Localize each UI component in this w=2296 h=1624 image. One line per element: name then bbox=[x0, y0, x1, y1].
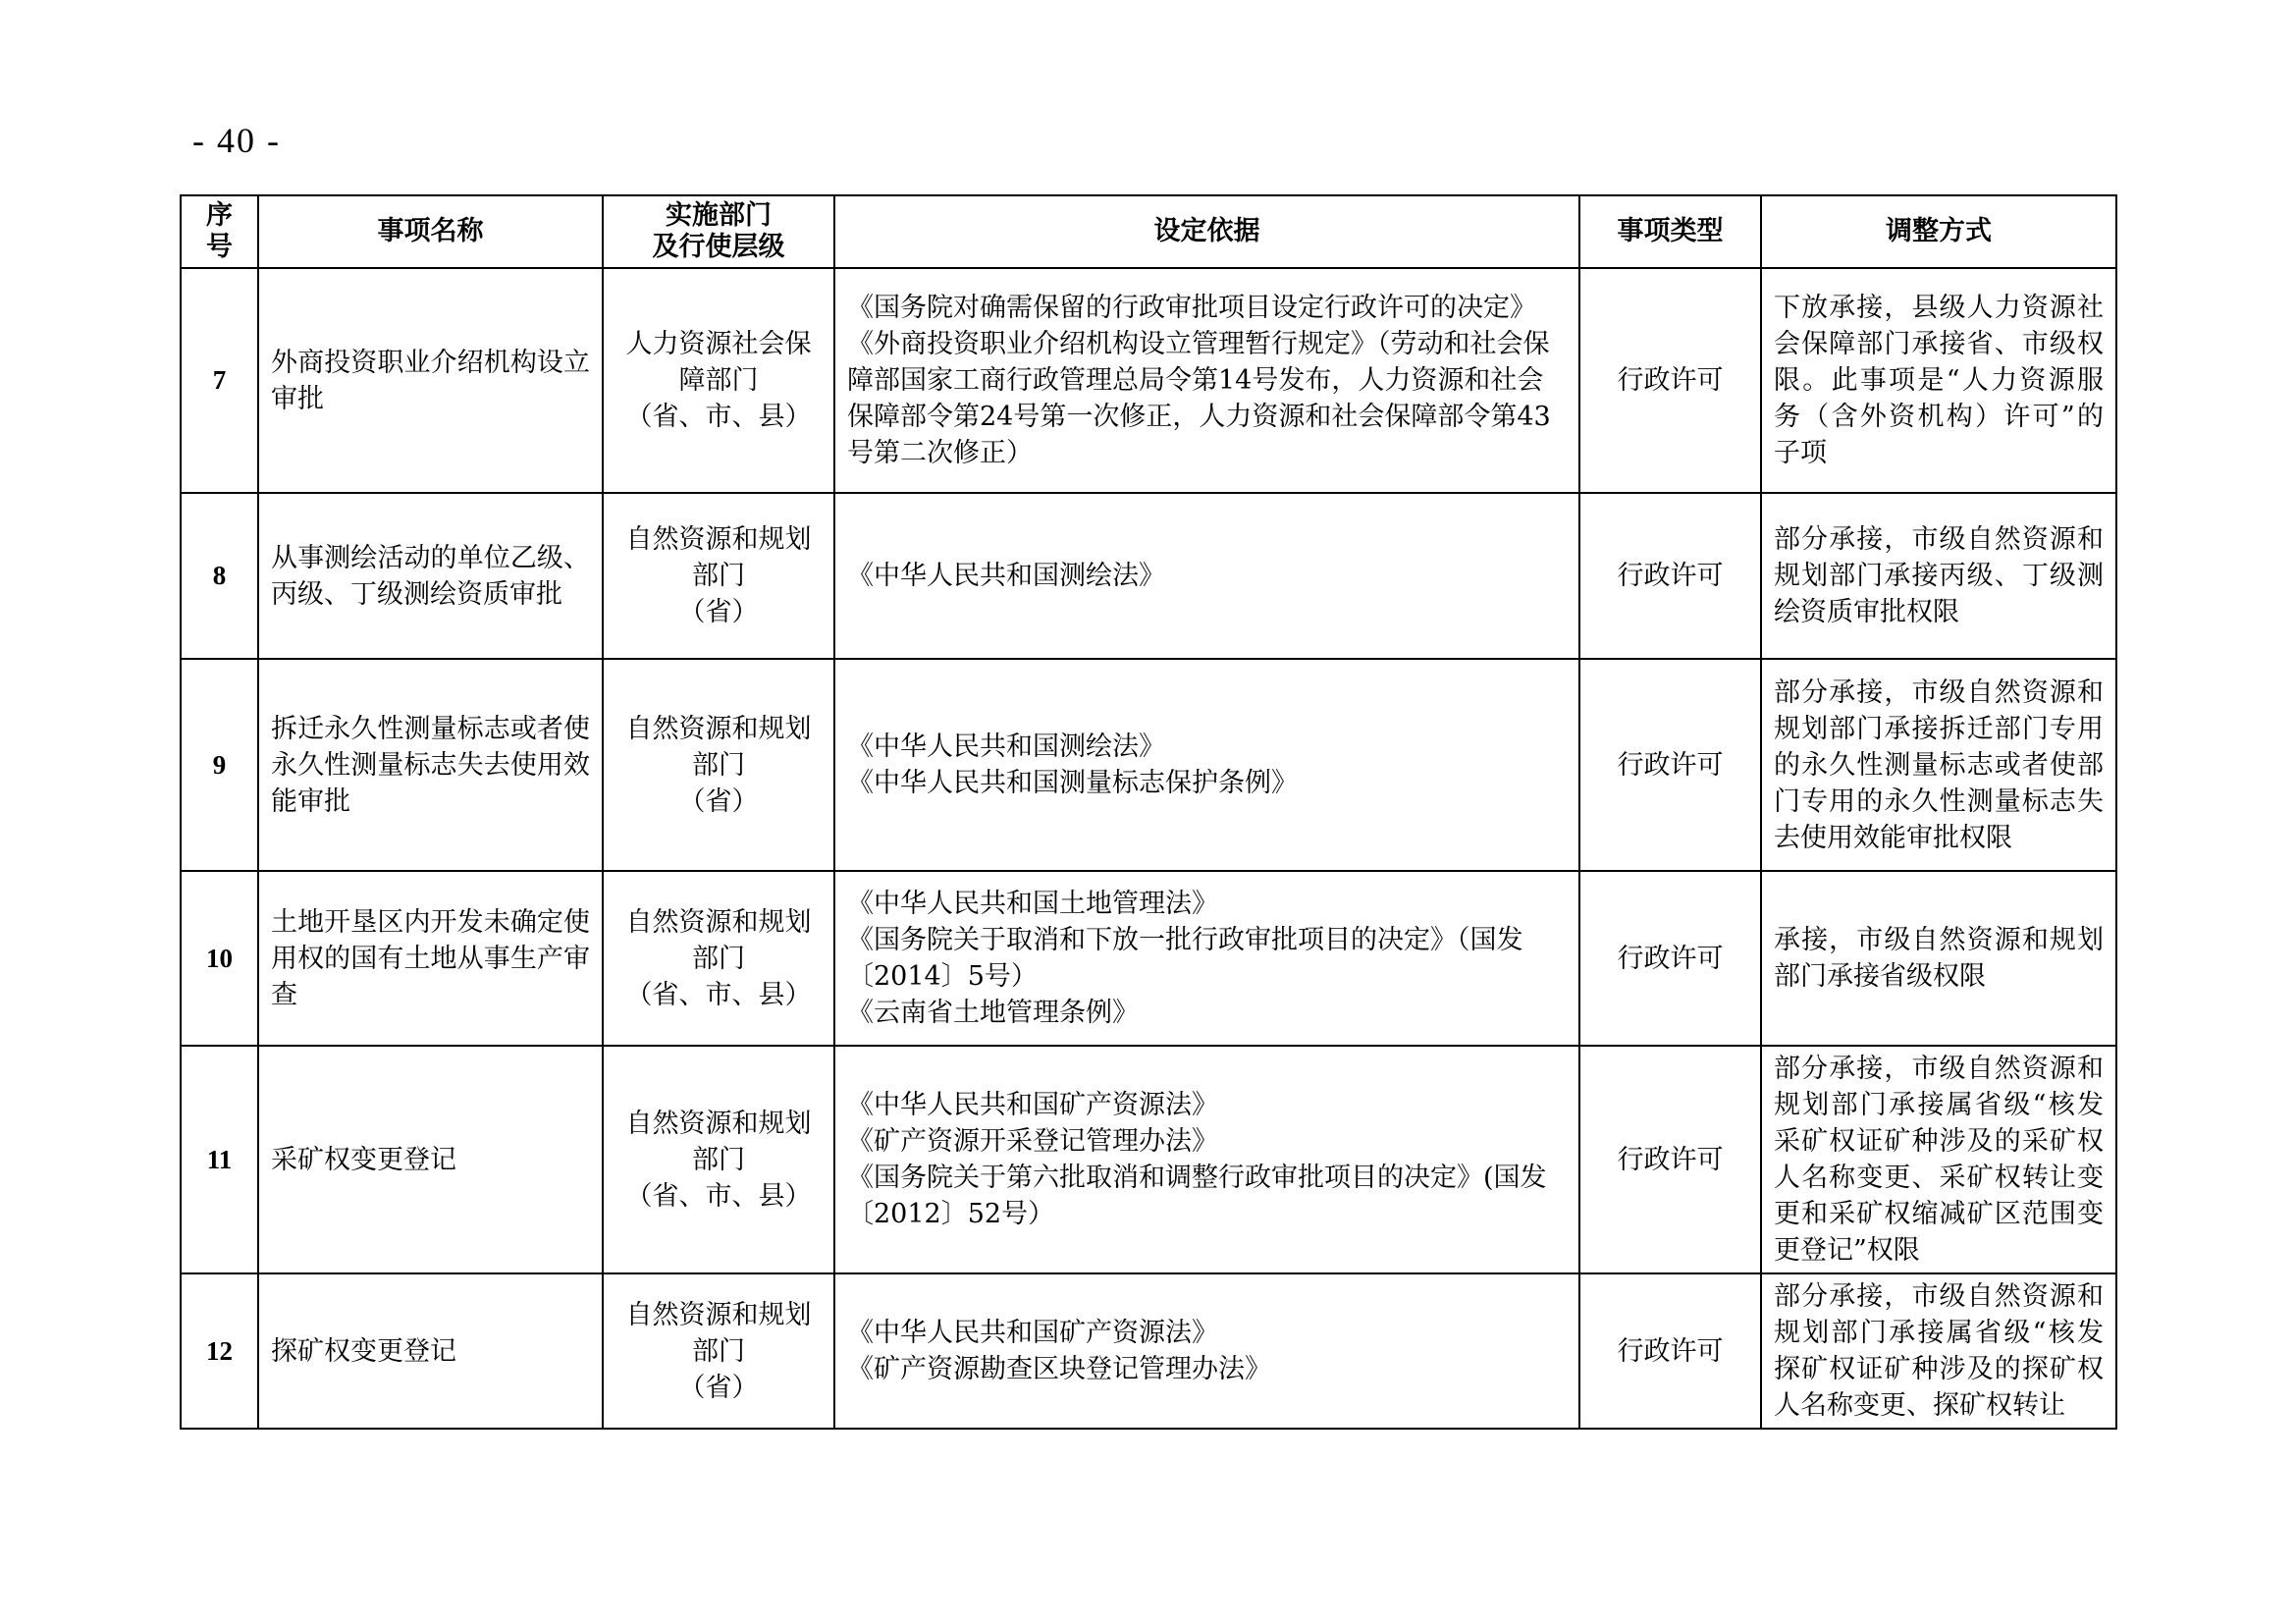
row-type: 行政许可 bbox=[1579, 871, 1761, 1046]
row-basis bbox=[834, 871, 1579, 1046]
basis-line: 《国务院对确需保留的行政审批项目设定行政许可的决定》 bbox=[847, 293, 1536, 323]
row-type: 行政许可 bbox=[1579, 493, 1761, 659]
basis-line: 《国务院关于取消和下放一批行政审批项目的决定》（国发〔2014〕5号） bbox=[847, 925, 1523, 992]
row-adjust: 部分承接，市级自然资源和规划部门承接属省级“核发采矿权证矿种涉及的采矿权人名称变更、采矿权转让变更和采矿权缩减矿区范围变更登记”权限 bbox=[1761, 1046, 2116, 1273]
dept-line: 自然资源和规划部门 bbox=[625, 1299, 812, 1367]
header-basis: 设定依据 bbox=[834, 195, 1579, 268]
table-row bbox=[181, 659, 2116, 871]
basis-line: 《中华人民共和国矿产资源法》 bbox=[847, 1318, 1218, 1348]
header-adjust: 调整方式 bbox=[1761, 195, 2116, 268]
row-type: 行政许可 bbox=[1579, 1046, 1761, 1273]
table-row bbox=[181, 871, 2116, 1046]
basis-line: 《国务院关于第六批取消和调整行政审批项目的决定》(国发〔2012〕52号） bbox=[847, 1163, 1547, 1229]
table-row bbox=[181, 493, 2116, 659]
table-row bbox=[181, 268, 2116, 493]
dept-line: （省、市、县） bbox=[625, 402, 812, 432]
row-adjust: 下放承接，县级人力资源社会保障部门承接省、市级权限。此事项是“人力资源服务（含外资机构）许可”的子项 bbox=[1761, 268, 2116, 493]
basis-line: 《中华人民共和国矿产资源法》 bbox=[847, 1090, 1218, 1120]
basis-line: 《云南省土地管理条例》 bbox=[847, 998, 1139, 1028]
header-dept bbox=[603, 195, 834, 268]
row-adjust: 部分承接，市级自然资源和规划部门承接属省级“核发探矿权证矿种涉及的探矿权人名称变更、探矿权转让 bbox=[1761, 1273, 2116, 1429]
row-seq: 8 bbox=[181, 493, 258, 659]
basis-line: 《矿产资源开采登记管理办法》 bbox=[847, 1126, 1218, 1157]
page-number: - 40 - bbox=[192, 121, 281, 160]
table-row bbox=[181, 1273, 2116, 1429]
header-dept-line: 实施部门 bbox=[666, 200, 772, 231]
row-adjust: 部分承接，市级自然资源和规划部门承接丙级、丁级测绘资质审批权限 bbox=[1761, 493, 2116, 659]
dept-line: 人力资源社会保障部门 bbox=[625, 329, 812, 396]
row-name: 土地开垦区内开发未确定使用权的国有土地从事生产审查 bbox=[258, 871, 603, 1046]
row-seq: 7 bbox=[181, 268, 258, 493]
row-dept bbox=[603, 871, 834, 1046]
row-type: 行政许可 bbox=[1579, 659, 1761, 871]
dept-line: （省） bbox=[678, 785, 759, 817]
row-name: 外商投资职业介绍机构设立审批 bbox=[258, 268, 603, 493]
header-seq: 序号 bbox=[181, 195, 258, 268]
header-name: 事项名称 bbox=[258, 195, 603, 268]
row-adjust: 部分承接，市级自然资源和规划部门承接拆迁部门专用的永久性测量标志或者使部门专用的永久性测量标志失去使用效能审批权限 bbox=[1761, 659, 2116, 871]
dept-line: （省、市、县） bbox=[625, 979, 812, 1010]
row-basis bbox=[834, 268, 1579, 493]
administrative-items-table bbox=[180, 194, 2117, 1430]
row-basis bbox=[834, 659, 1579, 871]
row-adjust: 承接，市级自然资源和规划部门承接省级权限 bbox=[1761, 871, 2116, 1046]
dept-line: 自然资源和规划部门 bbox=[625, 1108, 812, 1175]
row-seq: 10 bbox=[181, 871, 258, 1046]
row-type: 行政许可 bbox=[1579, 1273, 1761, 1429]
dept-line: （省、市、县） bbox=[625, 1180, 812, 1212]
dept-line: （省） bbox=[678, 597, 759, 627]
row-basis bbox=[834, 1273, 1579, 1429]
basis-line: 《矿产资源勘查区块登记管理办法》 bbox=[847, 1354, 1271, 1384]
row-seq: 12 bbox=[181, 1273, 258, 1429]
basis-line: 《中华人民共和国测绘法》 bbox=[847, 731, 1165, 762]
basis-line: 《中华人民共和国测绘法》 bbox=[847, 561, 1165, 591]
row-name: 采矿权变更登记 bbox=[258, 1046, 603, 1273]
row-name: 探矿权变更登记 bbox=[258, 1273, 603, 1429]
row-name: 拆迁永久性测量标志或者使永久性测量标志失去使用效能审批 bbox=[258, 659, 603, 871]
row-dept bbox=[603, 268, 834, 493]
row-basis bbox=[834, 493, 1579, 659]
table-header-row bbox=[181, 195, 2116, 268]
row-basis bbox=[834, 1046, 1579, 1273]
basis-line: 《外商投资职业介绍机构设立管理暂行规定》（劳动和社会保障部国家工商行政管理总局令第14号发布，人力资源和社会保障部令第24号第一次修正，人力资源和社会保障部令第43号第二次修正） bbox=[847, 329, 1551, 468]
dept-line: 自然资源和规划部门 bbox=[625, 906, 812, 974]
row-dept bbox=[603, 1273, 834, 1429]
row-dept bbox=[603, 1046, 834, 1273]
row-dept bbox=[603, 493, 834, 659]
basis-line: 《中华人民共和国土地管理法》 bbox=[847, 889, 1218, 919]
basis-line: 《中华人民共和国测量标志保护条例》 bbox=[847, 768, 1298, 798]
dept-line: 自然资源和规划部门 bbox=[625, 713, 812, 781]
row-type: 行政许可 bbox=[1579, 268, 1761, 493]
header-type: 事项类型 bbox=[1579, 195, 1761, 268]
dept-line: 自然资源和规划部门 bbox=[625, 524, 812, 591]
row-seq: 11 bbox=[181, 1046, 258, 1273]
table-row bbox=[181, 1046, 2116, 1273]
row-name: 从事测绘活动的单位乙级、丙级、丁级测绘资质审批 bbox=[258, 493, 603, 659]
row-dept bbox=[603, 659, 834, 871]
header-dept-line: 及行使层级 bbox=[652, 232, 785, 262]
dept-line: （省） bbox=[678, 1372, 759, 1403]
row-seq: 9 bbox=[181, 659, 258, 871]
